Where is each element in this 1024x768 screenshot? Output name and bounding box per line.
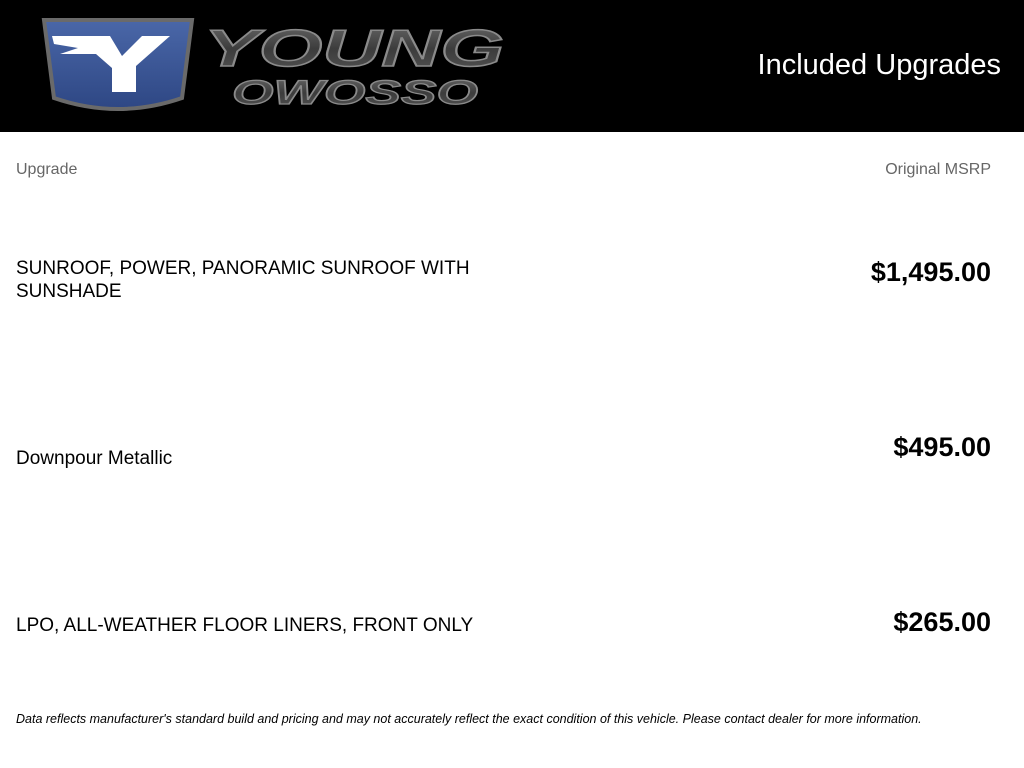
page-title: Included Upgrades	[757, 49, 1001, 81]
dealer-logo	[38, 14, 508, 118]
upgrade-name: LPO, ALL-WEATHER FLOOR LINERS, FRONT ONLY	[16, 615, 474, 636]
upgrade-price: $265.00	[893, 607, 991, 637]
logo-line2: OWOSSO	[232, 74, 478, 112]
upgrade-price: $495.00	[893, 432, 991, 462]
column-header-upgrade: Upgrade	[16, 161, 78, 178]
upgrade-name: SUNROOF, POWER, PANORAMIC SUNROOF WITH SUNSHADE	[16, 258, 470, 302]
upgrade-price: $1,495.00	[870, 257, 991, 287]
page-header	[0, 0, 1024, 132]
column-header-msrp: Original MSRP	[885, 161, 991, 178]
disclaimer-text: Data reflects manufacturer's standard build and pricing and may not accurately reflect the exact condition of this vehicle. Please contact dealer for more information.	[16, 712, 922, 726]
logo-line1: YOUNG	[204, 20, 504, 78]
upgrade-name: Downpour Metallic	[16, 448, 173, 469]
